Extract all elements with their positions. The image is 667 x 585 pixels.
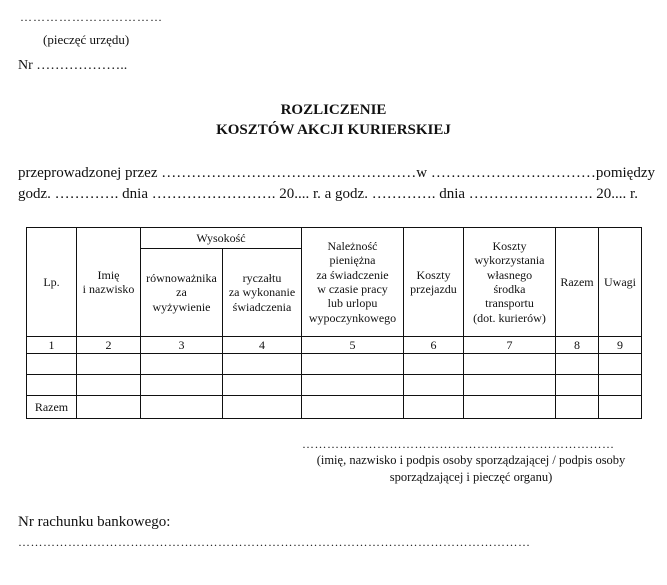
stamp-label: (pieczęć urzędu): [43, 32, 130, 47]
header-lump-sum-text: ryczałtu za wykonanie świadczenia: [228, 270, 296, 314]
table-cell[interactable]: [141, 354, 223, 375]
column-number: 9: [599, 337, 642, 354]
table-cell[interactable]: [141, 375, 223, 396]
header-payment-text: Należność pieniężna za świadczenie w czasie pracy lub urlopu wypoczynkowego: [308, 238, 397, 325]
table-cell[interactable]: [464, 375, 556, 396]
settlement-table: [26, 227, 642, 419]
table-cell[interactable]: [404, 354, 464, 375]
table-cell[interactable]: [556, 396, 599, 419]
table-cell[interactable]: [27, 375, 77, 396]
document-number-line: Nr ………………..: [18, 58, 128, 73]
header-payment: [302, 228, 404, 337]
header-equivalent-text: równoważnika za wyżywienie: [146, 270, 217, 314]
header-own-vehicle: [464, 228, 556, 337]
table-cell[interactable]: [599, 354, 642, 375]
header-travel: [404, 228, 464, 337]
column-number: 2: [77, 337, 141, 354]
signature-dotted-line: …………………………………………………………………: [302, 437, 615, 451]
table-cell[interactable]: [223, 375, 302, 396]
table-row: [27, 354, 642, 375]
intro-line-2: godz. …………. dnia ……………………. 20.... r. a godz. …………. dnia ……………………. 20.... r.: [18, 186, 638, 202]
table-cell[interactable]: [302, 396, 404, 419]
intro-between: pomiędzy: [595, 165, 655, 181]
column-number: 6: [404, 337, 464, 354]
table-cell[interactable]: [464, 396, 556, 419]
header-lump-sum: [223, 249, 302, 337]
intro-location: w ……………………………: [416, 165, 596, 181]
header-travel-text: Koszty przejazdu: [410, 267, 457, 296]
signature-caption-line-2: sporządzającej i pieczęć organu): [389, 470, 553, 484]
table-cell[interactable]: [223, 396, 302, 419]
header-amount-group: Wysokość: [141, 228, 302, 249]
signature-caption-line-1: (imię, nazwisko i podpis osoby sporządzającej / podpis osoby: [316, 453, 626, 467]
column-number: 3: [141, 337, 223, 354]
column-number: 5: [302, 337, 404, 354]
table-cell[interactable]: [27, 354, 77, 375]
document-subtitle: KOSZTÓW AKCJI KURIERSKIEJ: [216, 122, 451, 138]
header-total: Razem: [556, 228, 599, 337]
table-cell[interactable]: [599, 396, 642, 419]
bank-account-label: Nr rachunku bankowego:: [18, 514, 171, 530]
column-number: 8: [556, 337, 599, 354]
header-own-vehicle-text: Koszty wykorzystania własnego środka transportu (dot. kurierów): [473, 238, 546, 325]
intro-conducted-by: przeprowadzonej przez ……………………………………………: [18, 165, 417, 181]
header-notes: Uwagi: [599, 228, 642, 337]
table-row: [27, 375, 642, 396]
bank-account-dotted-line: ……………………………………………………………………………………………………………: [18, 535, 531, 549]
table-cell[interactable]: [302, 375, 404, 396]
table-cell[interactable]: [404, 375, 464, 396]
table-cell[interactable]: [141, 396, 223, 419]
table-cell[interactable]: [464, 354, 556, 375]
header-lp: Lp.: [27, 228, 77, 337]
table-cell[interactable]: [223, 354, 302, 375]
header-name: [77, 228, 141, 337]
header-name-text: Imię i nazwisko: [82, 267, 135, 296]
column-number: 7: [464, 337, 556, 354]
table-cell[interactable]: [77, 354, 141, 375]
table-cell[interactable]: [404, 396, 464, 419]
header-equivalent: [141, 249, 223, 337]
column-number: 1: [27, 337, 77, 354]
table-cell[interactable]: [599, 375, 642, 396]
column-number: 4: [223, 337, 302, 354]
table-cell[interactable]: [77, 375, 141, 396]
stamp-dotted-line: ……………………………: [20, 10, 163, 24]
sum-row: [27, 396, 642, 419]
table-cell[interactable]: [556, 375, 599, 396]
intro-line-1: [18, 165, 655, 182]
table-cell[interactable]: [77, 396, 141, 419]
sum-label: Razem: [27, 396, 77, 419]
document-title: ROZLICZENIE: [280, 102, 387, 118]
table-cell[interactable]: [302, 354, 404, 375]
table-cell[interactable]: [556, 354, 599, 375]
